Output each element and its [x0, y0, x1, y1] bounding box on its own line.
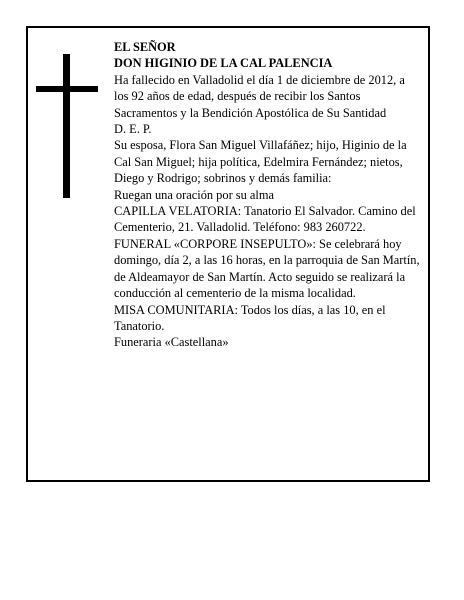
cross-icon [36, 54, 98, 198]
mass-info: MISA COMUNITARIA: Todos los días, a las 10, en el Tanatorio. [114, 302, 386, 333]
notice-title: EL SEÑOR [114, 40, 176, 54]
funeral-info: FUNERAL «CORPORE INSEPULTO»: Se celebrará hoy domingo, día 2, a las 16 horas, en la parroquia de San Martín, de Aldeamayor de San Martín. Acto seguido se realizará la conducción al cementerio de la misma localidad. [114, 236, 420, 301]
cross-vertical-bar [63, 54, 70, 198]
funeral-home: Funeraria «Castellana» [114, 335, 229, 350]
deceased-name: DON HIGINIO DE LA CAL PALENCIA [114, 56, 333, 71]
chapel-info: CAPILLA VELATORIA: Tanatorio El Salvador. Camino del Cementerio, 21. Valladolid. Teléfono: 983 260722. [114, 204, 416, 235]
rip-text: D. E. P. [114, 122, 152, 137]
family-list: Su esposa, Flora San Miguel Villafáñez; hijo, Higinio de la Cal San Miguel; hija política, Edelmira Fernández; nietos, Diego y Rodrigo; sobrinos y demás familia: [114, 138, 407, 186]
cross-horizontal-bar [36, 86, 98, 92]
notice-text [114, 39, 420, 351]
death-announcement: Ha fallecido en Valladolid el día 1 de diciembre de 2012, a los 92 años de edad, después de recibir los Santos Sacramentos y la Bendición Apostólica de Su Santidad [114, 72, 405, 120]
prayer-request: Ruegan una oración por su alma [114, 187, 274, 202]
